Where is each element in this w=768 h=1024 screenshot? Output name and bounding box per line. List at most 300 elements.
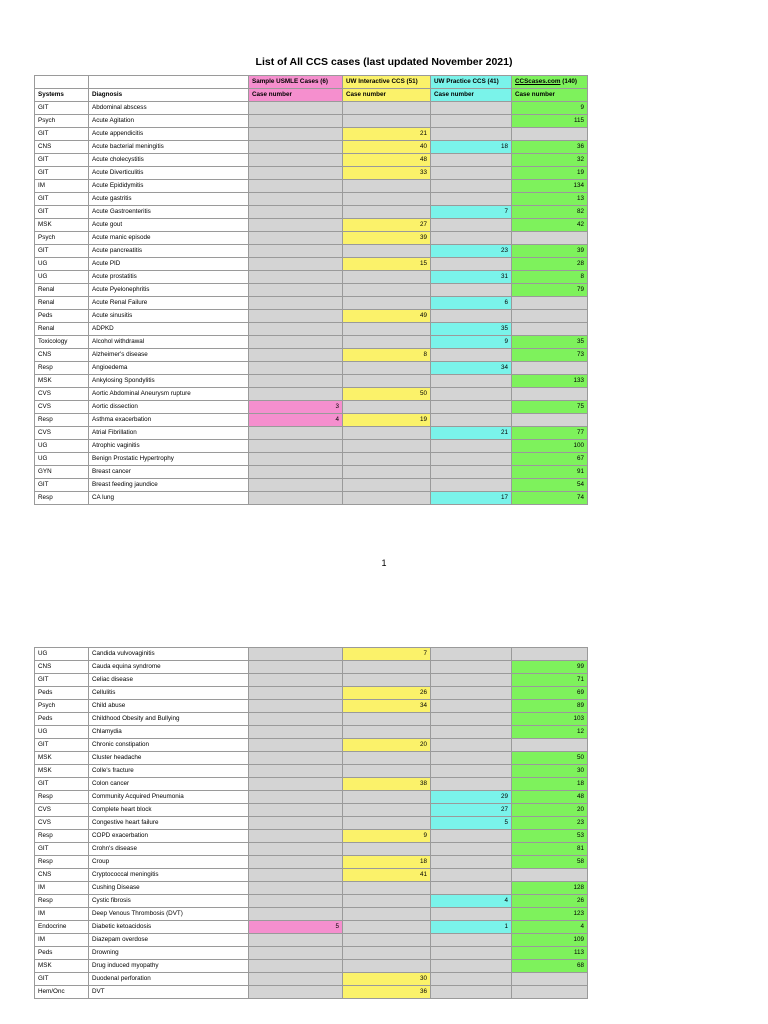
diagnosis-cell: Complete heart block — [89, 804, 249, 817]
sample-usmle-case-cell — [249, 830, 343, 843]
uw-practice-case-cell — [431, 661, 512, 674]
uw-interactive-case-cell — [343, 362, 431, 375]
sample-usmle-case-cell — [249, 765, 343, 778]
system-cell: CVS — [35, 817, 89, 830]
ccscases-header — [512, 76, 588, 89]
system-cell: GIT — [35, 479, 89, 492]
system-cell: GIT — [35, 167, 89, 180]
source-header-row — [35, 76, 588, 89]
uw-interactive-case-cell: 50 — [343, 388, 431, 401]
uw-practice-case-cell — [431, 700, 512, 713]
uw-practice-case-cell — [431, 934, 512, 947]
uw-practice-case-cell — [431, 986, 512, 999]
ccscases-case-cell: 58 — [512, 856, 588, 869]
sample-usmle-case-cell — [249, 453, 343, 466]
uw-interactive-case-cell — [343, 843, 431, 856]
system-cell: MSK — [35, 375, 89, 388]
uw-interactive-case-cell — [343, 466, 431, 479]
system-cell: Endocrine — [35, 921, 89, 934]
uw-interactive-case-cell: 26 — [343, 687, 431, 700]
diagnosis-cell: Acute PID — [89, 258, 249, 271]
uw-interactive-case-cell — [343, 674, 431, 687]
diagnosis-cell: Duodenal perforation — [89, 973, 249, 986]
ccscases-case-cell: 115 — [512, 115, 588, 128]
uw-practice-case-cell — [431, 375, 512, 388]
uw-practice-case-cell: 7 — [431, 206, 512, 219]
system-cell: GIT — [35, 843, 89, 856]
uw-interactive-case-cell: 48 — [343, 154, 431, 167]
diagnosis-cell: Celiac disease — [89, 674, 249, 687]
ccscases-case-cell — [512, 362, 588, 375]
diagnosis-cell: Crohn's disease — [89, 843, 249, 856]
uw-practice-case-cell — [431, 349, 512, 362]
sample-usmle-case-cell — [249, 986, 343, 999]
document-title: List of All CCS cases (last updated November 2021) — [255, 56, 513, 68]
diagnosis-cell: Acute appendicitis — [89, 128, 249, 141]
uw-interactive-case-cell — [343, 895, 431, 908]
diagnosis-cell: Aortic Abdominal Aneurysm rupture — [89, 388, 249, 401]
table-row — [35, 362, 588, 375]
table-row — [35, 687, 588, 700]
uw-practice-case-cell — [431, 674, 512, 687]
uw-practice-case-cell — [431, 713, 512, 726]
system-cell: Hem/Onc — [35, 986, 89, 999]
system-cell: GIT — [35, 206, 89, 219]
sample-usmle-case-cell — [249, 648, 343, 661]
uw-practice-case-cell — [431, 973, 512, 986]
uw-interactive-case-cell: 36 — [343, 986, 431, 999]
ccscases-case-cell — [512, 973, 588, 986]
diagnosis-cell: DVT — [89, 986, 249, 999]
uw-interactive-case-cell — [343, 713, 431, 726]
table-row — [35, 271, 588, 284]
diagnosis-cell: Atrophic vaginitis — [89, 440, 249, 453]
uw-practice-case-cell — [431, 232, 512, 245]
table-row — [35, 661, 588, 674]
sample-usmle-case-cell — [249, 193, 343, 206]
sample-usmle-case-cell — [249, 778, 343, 791]
ccscases-case-cell: 81 — [512, 843, 588, 856]
diagnosis-header: Diagnosis — [89, 89, 249, 102]
diagnosis-cell: Benign Prostatic Hypertrophy — [89, 453, 249, 466]
ccscases-case-cell — [512, 986, 588, 999]
sample-usmle-case-cell — [249, 752, 343, 765]
system-cell: Resp — [35, 895, 89, 908]
system-cell: Peds — [35, 713, 89, 726]
system-cell: GIT — [35, 245, 89, 258]
system-cell: Toxicology — [35, 336, 89, 349]
system-cell: CNS — [35, 661, 89, 674]
table-row — [35, 141, 588, 154]
sample-usmle-case-cell — [249, 271, 343, 284]
table-row — [35, 258, 588, 271]
sample-usmle-case-cell — [249, 362, 343, 375]
diagnosis-cell: ADPKD — [89, 323, 249, 336]
uw-interactive-case-cell — [343, 765, 431, 778]
uw-interactive-case-cell — [343, 921, 431, 934]
sample-usmle-case-cell — [249, 206, 343, 219]
system-cell: MSK — [35, 219, 89, 232]
ccscases-case-cell: 42 — [512, 219, 588, 232]
diagnosis-cell: Drowning — [89, 947, 249, 960]
sample-usmle-case-cell — [249, 700, 343, 713]
table-row — [35, 310, 588, 323]
diagnosis-cell: Croup — [89, 856, 249, 869]
ccscases-case-cell: 100 — [512, 440, 588, 453]
ccscases-case-cell: 4 — [512, 921, 588, 934]
ccscases-case-cell: 39 — [512, 245, 588, 258]
uw-practice-case-cell — [431, 453, 512, 466]
uw-practice-case-cell — [431, 128, 512, 141]
table-row — [35, 349, 588, 362]
diagnosis-cell: Deep Venous Thrombosis (DVT) — [89, 908, 249, 921]
uw-practice-case-cell — [431, 778, 512, 791]
ccscases-case-cell: 109 — [512, 934, 588, 947]
sample-usmle-case-cell: 3 — [249, 401, 343, 414]
table-row — [35, 856, 588, 869]
uw-interactive-case-cell — [343, 115, 431, 128]
ccscases-case-cell — [512, 297, 588, 310]
diagnosis-cell: Chlamydia — [89, 726, 249, 739]
ccscases-case-cell: 19 — [512, 167, 588, 180]
diagnosis-cell: Atrial Fibrillation — [89, 427, 249, 440]
uw-interactive-case-cell: 38 — [343, 778, 431, 791]
table-row — [35, 765, 588, 778]
uw-interactive-case-cell — [343, 882, 431, 895]
table-row — [35, 778, 588, 791]
uw-practice-case-cell: 17 — [431, 492, 512, 505]
sample-usmle-case-cell — [249, 804, 343, 817]
uw-interactive-case-cell: 21 — [343, 128, 431, 141]
uw-practice-case-cell — [431, 193, 512, 206]
system-cell: MSK — [35, 960, 89, 973]
table-row — [35, 648, 588, 661]
uw-practice-case-cell: 27 — [431, 804, 512, 817]
table-row — [35, 791, 588, 804]
table-row — [35, 895, 588, 908]
ccscases-case-cell: 68 — [512, 960, 588, 973]
system-cell: IM — [35, 908, 89, 921]
ccscases-case-cell: 35 — [512, 336, 588, 349]
table-row — [35, 388, 588, 401]
table-row — [35, 180, 588, 193]
uw-practice-case-cell — [431, 830, 512, 843]
sample-usmle-case-cell — [249, 895, 343, 908]
diagnosis-cell: Diazepam overdose — [89, 934, 249, 947]
table-row — [35, 479, 588, 492]
uw-interactive-case-cell: 41 — [343, 869, 431, 882]
ccscases-case-cell — [512, 232, 588, 245]
ccscases-case-cell — [512, 388, 588, 401]
sample-usmle-case-cell — [249, 141, 343, 154]
system-cell: UG — [35, 271, 89, 284]
uw-interactive-case-cell: 20 — [343, 739, 431, 752]
ccscases-case-cell: 12 — [512, 726, 588, 739]
uw-practice-case-cell — [431, 180, 512, 193]
ccscases-case-cell: 69 — [512, 687, 588, 700]
uw-practice-case-cell: 31 — [431, 271, 512, 284]
system-cell: Renal — [35, 323, 89, 336]
table-row — [35, 284, 588, 297]
uw-practice-case-cell — [431, 648, 512, 661]
table-row — [35, 193, 588, 206]
uw-interactive-header: UW Interactive CCS (51) — [343, 76, 431, 89]
ccscases-case-cell — [512, 739, 588, 752]
system-cell: Renal — [35, 284, 89, 297]
diagnosis-cell: CA lung — [89, 492, 249, 505]
ccscases-case-cell — [512, 310, 588, 323]
system-cell: CNS — [35, 869, 89, 882]
system-cell: Renal — [35, 297, 89, 310]
uw-interactive-case-cell: 39 — [343, 232, 431, 245]
uw-practice-case-cell — [431, 479, 512, 492]
diagnosis-cell: Cryptococcal meningitis — [89, 869, 249, 882]
diagnosis-cell: Abdominal abscess — [89, 102, 249, 115]
uw-interactive-case-cell — [343, 323, 431, 336]
table-row — [35, 921, 588, 934]
ccscases-count: (140) — [560, 78, 577, 85]
diagnosis-cell: COPD exacerbation — [89, 830, 249, 843]
ccscases-case-cell — [512, 323, 588, 336]
table-row — [35, 427, 588, 440]
ccscases-case-cell: 48 — [512, 791, 588, 804]
uw-practice-case-cell — [431, 115, 512, 128]
page-number: 1 — [381, 558, 387, 568]
ccscases-case-cell: 77 — [512, 427, 588, 440]
sample-usmle-case-cell — [249, 336, 343, 349]
diagnosis-cell: Acute gout — [89, 219, 249, 232]
uw-practice-case-cell — [431, 908, 512, 921]
uw-practice-case-cell — [431, 284, 512, 297]
diagnosis-cell: Congestive heart failure — [89, 817, 249, 830]
table-row — [35, 414, 588, 427]
sample-usmle-case-cell — [249, 960, 343, 973]
system-cell: UG — [35, 726, 89, 739]
uw-interactive-case-cell: 30 — [343, 973, 431, 986]
ccscases-case-cell: 54 — [512, 479, 588, 492]
table-row — [35, 934, 588, 947]
system-cell: Psych — [35, 700, 89, 713]
diagnosis-cell: Candida vulvovaginitis — [89, 648, 249, 661]
uw-practice-case-cell — [431, 687, 512, 700]
uw-interactive-case-cell — [343, 960, 431, 973]
system-cell: GIT — [35, 973, 89, 986]
uw-practice-case-cell — [431, 960, 512, 973]
diagnosis-cell: Ankylosing Spondylitis — [89, 375, 249, 388]
table-row — [35, 336, 588, 349]
table-row — [35, 245, 588, 258]
diagnosis-cell: Acute Diverticulitis — [89, 167, 249, 180]
ccscases-case-cell: 99 — [512, 661, 588, 674]
system-cell: Resp — [35, 830, 89, 843]
diagnosis-cell: Childhood Obesity and Bullying — [89, 713, 249, 726]
sample-usmle-case-cell — [249, 388, 343, 401]
system-cell: Peds — [35, 687, 89, 700]
table-row — [35, 219, 588, 232]
uw-interactive-case-cell — [343, 336, 431, 349]
ccs-cases-table-page-1 — [34, 75, 588, 505]
uw-interactive-case-cell — [343, 791, 431, 804]
uw-interactive-case-cell — [343, 427, 431, 440]
table-row — [35, 869, 588, 882]
sample-usmle-case-cell — [249, 869, 343, 882]
uw-interactive-case-cell — [343, 206, 431, 219]
system-cell: IM — [35, 180, 89, 193]
system-cell: UG — [35, 258, 89, 271]
ccscases-case-cell — [512, 414, 588, 427]
diagnosis-cell: Cellulitis — [89, 687, 249, 700]
sample-usmle-case-cell — [249, 102, 343, 115]
table-row — [35, 843, 588, 856]
table-row — [35, 440, 588, 453]
ccscases-case-cell: 8 — [512, 271, 588, 284]
sample-usmle-case-cell — [249, 115, 343, 128]
system-cell: Peds — [35, 310, 89, 323]
system-cell: GIT — [35, 154, 89, 167]
system-cell: Peds — [35, 947, 89, 960]
uw-interactive-case-cell — [343, 908, 431, 921]
sample-usmle-case-cell — [249, 817, 343, 830]
ccscases-case-cell: 20 — [512, 804, 588, 817]
diagnosis-cell: Acute prostatitis — [89, 271, 249, 284]
system-cell: Psych — [35, 115, 89, 128]
system-cell: Psych — [35, 232, 89, 245]
diagnosis-cell: Acute gastritis — [89, 193, 249, 206]
uw-interactive-case-cell: 7 — [343, 648, 431, 661]
ccs-cases-table-page-2 — [34, 647, 588, 999]
diagnosis-cell: Cushing Disease — [89, 882, 249, 895]
sample-usmle-header: Sample USMLE Cases (6) — [249, 76, 343, 89]
ccscases-case-cell — [512, 869, 588, 882]
uw-practice-case-cell: 29 — [431, 791, 512, 804]
sample-usmle-case-cell — [249, 219, 343, 232]
uw-practice-case-cell — [431, 414, 512, 427]
diagnosis-cell: Acute sinusitis — [89, 310, 249, 323]
system-cell: UG — [35, 440, 89, 453]
system-cell: Resp — [35, 856, 89, 869]
uw-interactive-case-cell — [343, 479, 431, 492]
sample-usmle-case-cell — [249, 908, 343, 921]
uw-interactive-case-cell: 18 — [343, 856, 431, 869]
ccscases-case-cell: 50 — [512, 752, 588, 765]
diagnosis-cell: Diabetic ketoacidosis — [89, 921, 249, 934]
table-row — [35, 492, 588, 505]
diagnosis-cell: Alzheimer's disease — [89, 349, 249, 362]
sample-usmle-case-cell — [249, 843, 343, 856]
uw-practice-case-cell: 23 — [431, 245, 512, 258]
sample-usmle-case-cell — [249, 323, 343, 336]
ccscases-case-cell: 75 — [512, 401, 588, 414]
table-row — [35, 154, 588, 167]
ccscases-case-cell: 71 — [512, 674, 588, 687]
sample-usmle-case-cell — [249, 375, 343, 388]
system-cell: CVS — [35, 804, 89, 817]
ccscases-case-cell: 26 — [512, 895, 588, 908]
system-cell: CNS — [35, 349, 89, 362]
case-number-header: Case number — [431, 89, 512, 102]
uw-practice-case-cell — [431, 882, 512, 895]
empty-header-cell — [35, 76, 89, 89]
sample-usmle-case-cell — [249, 726, 343, 739]
diagnosis-cell: Cluster headache — [89, 752, 249, 765]
ccscases-case-cell: 134 — [512, 180, 588, 193]
sample-usmle-case-cell — [249, 674, 343, 687]
uw-interactive-case-cell — [343, 180, 431, 193]
diagnosis-cell: Acute pancreatitis — [89, 245, 249, 258]
sample-usmle-case-cell — [249, 310, 343, 323]
uw-practice-header: UW Practice CCS (41) — [431, 76, 512, 89]
table-row — [35, 739, 588, 752]
system-cell: CVS — [35, 427, 89, 440]
sample-usmle-case-cell — [249, 739, 343, 752]
table-row — [35, 700, 588, 713]
uw-interactive-case-cell — [343, 804, 431, 817]
uw-practice-case-cell: 21 — [431, 427, 512, 440]
table-row — [35, 804, 588, 817]
ccscases-link[interactable]: CCScases.com — [515, 78, 561, 85]
table-row — [35, 128, 588, 141]
diagnosis-cell: Cystic fibrosis — [89, 895, 249, 908]
sample-usmle-case-cell — [249, 284, 343, 297]
uw-interactive-case-cell — [343, 661, 431, 674]
uw-practice-case-cell — [431, 167, 512, 180]
uw-practice-case-cell: 18 — [431, 141, 512, 154]
uw-interactive-case-cell: 33 — [343, 167, 431, 180]
uw-practice-case-cell — [431, 154, 512, 167]
table-row — [35, 375, 588, 388]
uw-practice-case-cell — [431, 388, 512, 401]
table-row — [35, 830, 588, 843]
diagnosis-cell: Breast cancer — [89, 466, 249, 479]
table-row — [35, 947, 588, 960]
uw-interactive-case-cell: 34 — [343, 700, 431, 713]
ccscases-case-cell: 9 — [512, 102, 588, 115]
uw-practice-case-cell — [431, 102, 512, 115]
uw-interactive-case-cell — [343, 947, 431, 960]
ccscases-case-cell: 89 — [512, 700, 588, 713]
diagnosis-cell: Aortic dissection — [89, 401, 249, 414]
table-row — [35, 986, 588, 999]
uw-interactive-case-cell: 19 — [343, 414, 431, 427]
ccscases-case-cell: 73 — [512, 349, 588, 362]
sample-usmle-case-cell — [249, 973, 343, 986]
system-cell: MSK — [35, 752, 89, 765]
sample-usmle-case-cell — [249, 427, 343, 440]
table-row — [35, 232, 588, 245]
uw-practice-case-cell — [431, 310, 512, 323]
system-cell: GIT — [35, 674, 89, 687]
table-row — [35, 466, 588, 479]
system-cell: CVS — [35, 388, 89, 401]
uw-practice-case-cell — [431, 466, 512, 479]
sample-usmle-case-cell — [249, 713, 343, 726]
ccscases-case-cell: 79 — [512, 284, 588, 297]
empty-header-cell — [89, 76, 249, 89]
sample-usmle-case-cell — [249, 947, 343, 960]
ccscases-case-cell — [512, 128, 588, 141]
table-row — [35, 674, 588, 687]
uw-practice-case-cell: 35 — [431, 323, 512, 336]
diagnosis-cell: Asthma exacerbation — [89, 414, 249, 427]
diagnosis-cell: Child abuse — [89, 700, 249, 713]
ccscases-case-cell: 128 — [512, 882, 588, 895]
sample-usmle-case-cell — [249, 258, 343, 271]
uw-practice-case-cell — [431, 947, 512, 960]
uw-practice-case-cell: 5 — [431, 817, 512, 830]
sample-usmle-case-cell — [249, 882, 343, 895]
table-row — [35, 752, 588, 765]
system-cell: MSK — [35, 765, 89, 778]
